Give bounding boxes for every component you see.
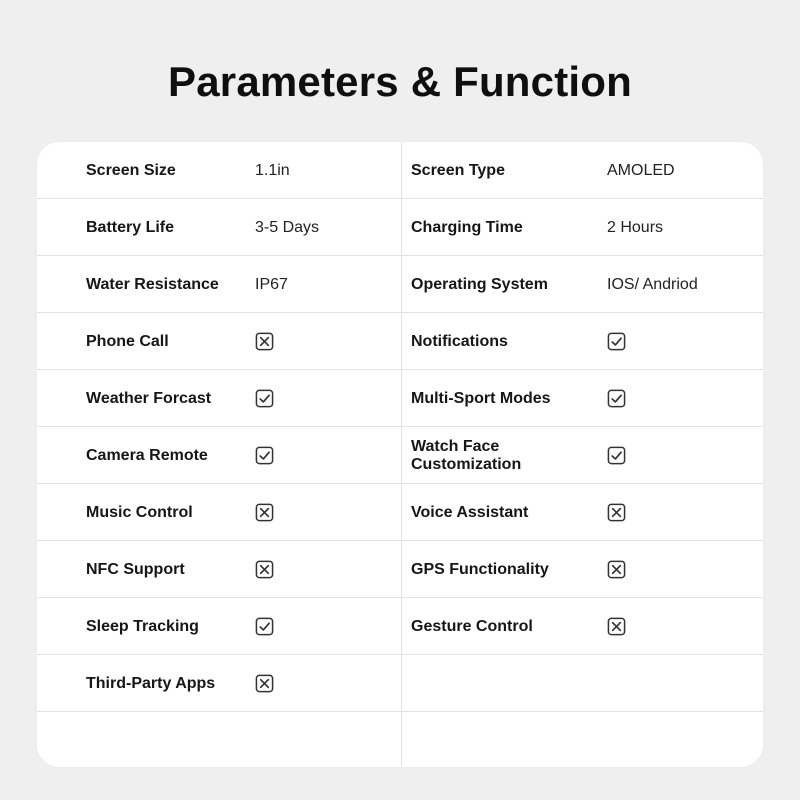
table-row xyxy=(37,541,763,598)
spec-label: NFC Support xyxy=(86,560,185,578)
page-title: Parameters & Function xyxy=(168,58,632,105)
spec-label: Third-Party Apps xyxy=(86,674,216,692)
spec-status xyxy=(607,370,757,427)
spec-value: IP67 xyxy=(255,275,288,293)
spec-status xyxy=(255,427,395,484)
spec-label: Gesture Control xyxy=(411,617,533,635)
spec-status xyxy=(607,427,757,484)
spec-status xyxy=(255,655,395,712)
spec-value: 3-5 Days xyxy=(255,218,320,236)
table-row xyxy=(37,199,763,256)
table-row xyxy=(37,427,763,484)
cross-box-icon xyxy=(255,560,274,579)
spec-label: Charging Time xyxy=(411,218,523,236)
check-box-icon xyxy=(607,389,626,408)
cross-box-icon xyxy=(255,503,274,522)
spec-value: AMOLED xyxy=(607,161,675,179)
spec-label: Screen Size xyxy=(86,161,176,179)
check-box-icon xyxy=(255,617,274,636)
spec-label: Watch Face Customization xyxy=(411,437,522,473)
table-row xyxy=(37,598,763,655)
table-row xyxy=(37,313,763,370)
spec-status xyxy=(255,313,395,370)
table-row xyxy=(37,484,763,541)
spec-table xyxy=(37,142,763,767)
spec-label: Sleep Tracking xyxy=(86,617,199,635)
spec-label: Phone Call xyxy=(86,332,169,350)
cross-box-icon xyxy=(607,503,626,522)
spec-status xyxy=(255,541,395,598)
spec-label: Notifications xyxy=(411,332,508,350)
spec-status xyxy=(607,484,757,541)
table-row xyxy=(37,370,763,427)
spec-value: IOS/ Andriod xyxy=(607,275,698,293)
spec-label: Music Control xyxy=(86,503,193,521)
cross-box-icon xyxy=(255,332,274,351)
check-box-icon xyxy=(255,446,274,465)
spec-label: GPS Functionality xyxy=(411,560,549,578)
table-row xyxy=(37,256,763,313)
cross-box-icon xyxy=(607,617,626,636)
spec-label: Voice Assistant xyxy=(411,503,529,521)
spec-status xyxy=(607,313,757,370)
spec-label: Operating System xyxy=(411,275,548,293)
spec-status xyxy=(607,541,757,598)
spec-label: Screen Type xyxy=(411,161,505,179)
check-box-icon xyxy=(607,332,626,351)
spec-value: 2 Hours xyxy=(607,218,664,236)
check-box-icon xyxy=(607,446,626,465)
spec-label: Camera Remote xyxy=(86,446,208,464)
spec-label: Weather Forcast xyxy=(86,389,212,407)
spec-value: 1.1in xyxy=(255,161,290,179)
table-row xyxy=(37,655,763,712)
cross-box-icon xyxy=(255,674,274,693)
check-box-icon xyxy=(255,389,274,408)
spec-status xyxy=(255,598,395,655)
cross-box-icon xyxy=(607,560,626,579)
spec-status xyxy=(607,598,757,655)
spec-status xyxy=(255,370,395,427)
spec-label: Multi-Sport Modes xyxy=(411,389,551,407)
spec-status xyxy=(255,484,395,541)
spec-label: Water Resistance xyxy=(86,275,219,293)
table-row xyxy=(37,712,763,767)
spec-label: Battery Life xyxy=(86,218,175,236)
table-row xyxy=(37,142,763,199)
